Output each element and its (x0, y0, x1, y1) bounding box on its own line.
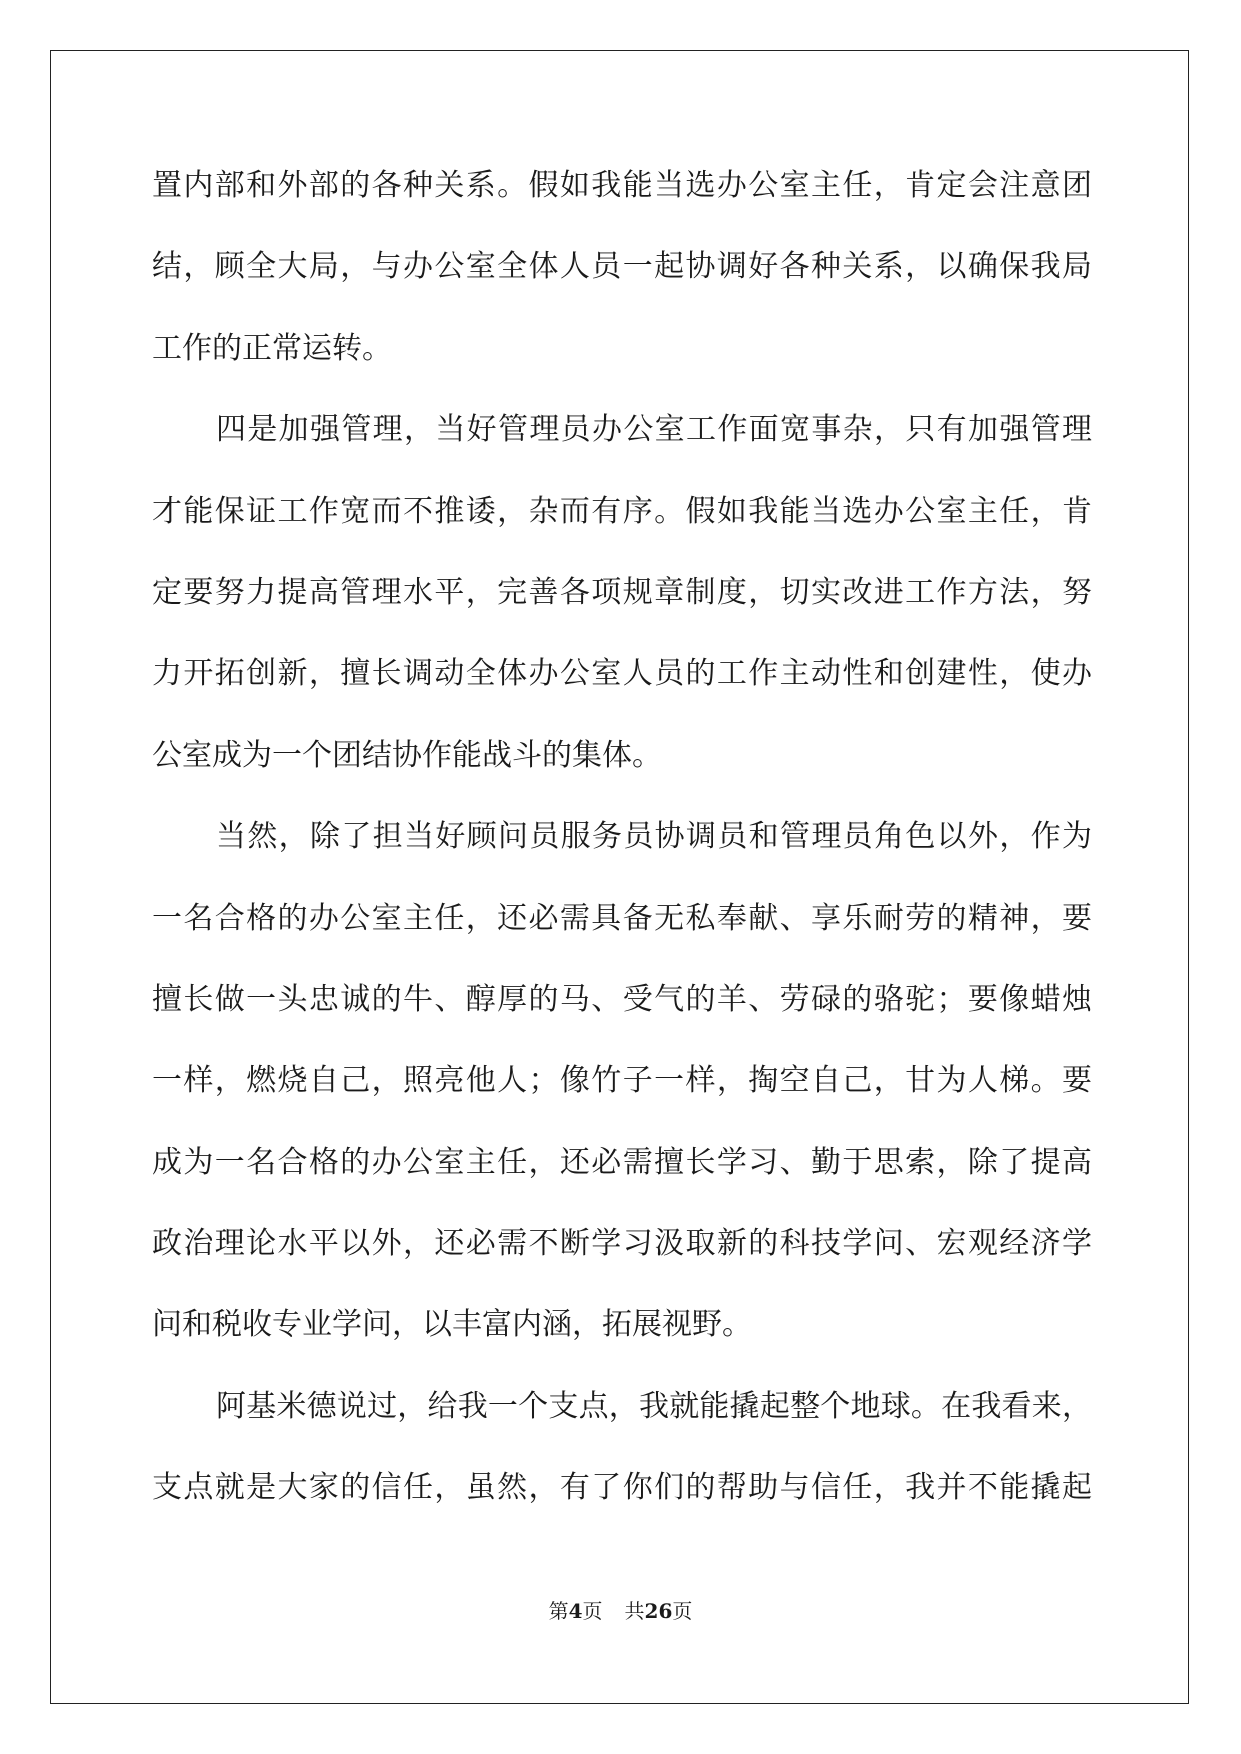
page-number: 4 (568, 1599, 583, 1623)
total-prefix: 共 (624, 1599, 645, 1623)
page-footer (0, 1595, 1241, 1624)
text-line: 结，顾全大局，与办公室全体人员一起协调好各种关系，以确保我局 (152, 249, 1092, 285)
text-line: 力开拓创新，擅长调动全体办公室人员的工作主动性和创建性，使办 (152, 656, 1092, 692)
text-line: 才能保证工作宽而不推诿，杂而有序。假如我能当选办公室主任，肯 (152, 493, 1092, 529)
text-line: 四是加强管理，当好管理员办公室工作面宽事杂，只有加强管理 (216, 412, 1092, 448)
text-line: 工作的正常运转。 (152, 330, 392, 366)
text-line: 公室成为一个团结协作能战斗的集体。 (152, 737, 662, 773)
page-prefix: 第 (548, 1599, 569, 1623)
total-pages: 26 (644, 1599, 673, 1623)
document-body (152, 163, 1092, 1547)
text-line: 支点就是大家的信任，虽然，有了你们的帮助与信任，我并不能撬起 (152, 1470, 1092, 1506)
text-line: 一名合格的办公室主任，还必需具备无私奉献、享乐耐劳的精神，要 (152, 900, 1092, 936)
text-line: 擅长做一头忠诚的牛、醇厚的马、受气的羊、劳碌的骆驼；要像蜡烛 (152, 981, 1092, 1017)
text-line: 定要努力提高管理水平，完善各项规章制度，切实改进工作方法，努 (152, 574, 1092, 610)
text-line: 政治理论水平以外，还必需不断学习汲取新的科技学问、宏观经济学 (152, 1226, 1092, 1262)
text-line: 问和税收专业学问，以丰富内涵，拓展视野。 (152, 1307, 752, 1343)
text-line: 当然，除了担当好顾问员服务员协调员和管理员角色以外，作为 (216, 819, 1092, 855)
text-line: 阿基米德说过，给我一个支点，我就能撬起整个地球。在我看来， (216, 1388, 1092, 1424)
text-line: 一样，燃烧自己，照亮他人；像竹子一样，掏空自己，甘为人梯。要 (152, 1063, 1092, 1099)
page-suffix: 页 (582, 1599, 603, 1623)
text-line: 成为一名合格的办公室主任，还必需擅长学习、勤于思索，除了提高 (152, 1144, 1092, 1180)
total-suffix: 页 (672, 1599, 693, 1623)
text-line: 置内部和外部的各种关系。假如我能当选办公室主任，肯定会注意团 (152, 168, 1092, 203)
